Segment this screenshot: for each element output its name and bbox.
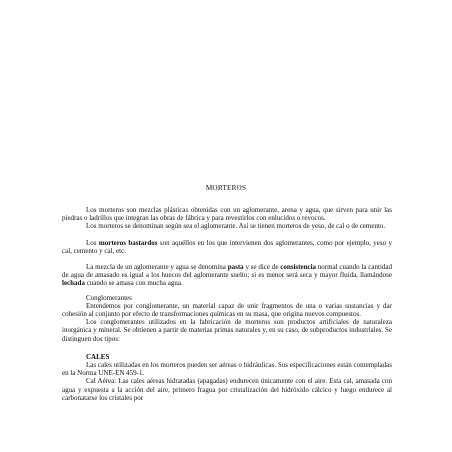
bold-term-consistencia: consistencia <box>280 263 317 272</box>
paragraph-definition: Los morteros son mezclas plásticas obtenidas con un aglomerante, arena y agua, que sirven para unir las piedras o ladrillos que integran las obras de fábrica y para revestirlos con enlucidos o revocos. <box>62 206 392 223</box>
text-fragment: cuando se amasa con mucha agua. <box>84 279 183 288</box>
bold-term-pasta: pasta <box>227 263 244 272</box>
paragraph-conglomerantes-tipos: Los conglomerantes utilizados en la fabricación de morteros son productos artificiales de naturaleza inorgánica y mineral. Se obtienen a partir de materias primas naturales y, en su caso, de subproductos industriales. Se distinguen dos tipos: <box>62 318 392 343</box>
paragraph-pasta-consistencia <box>62 263 392 288</box>
bold-term-lechada: lechada <box>62 279 85 288</box>
page-title: MORTEROS <box>205 184 247 192</box>
paragraph-conglomerante-definicion: Entendemos por conglomerante, un material capaz de unir fragmentos de una o varias sustancias y dar cohesión al conjunto por efecto de transformaciones químicas en su masa, que origina nuevos compuestos. <box>62 301 392 319</box>
text-fragment: La mezcla de un aglomerante y agua se denomina <box>86 263 228 272</box>
text-fragment: y se dice de <box>243 263 281 272</box>
document-body <box>62 206 392 402</box>
section-heading-cales: CALES <box>86 352 110 361</box>
text-fragment: Los <box>86 238 99 247</box>
text-fragment: normal cuando la cantidad de agua de amasado es igual a los huecos del aglomerante suelto; si es menor será seca y mayor fluida, llamándose <box>62 263 392 280</box>
paragraph-denominacion: Los morteros se denominan según sea el aglomerante. Así se tienen morteros de yeso, de cal o de cemento. <box>86 222 386 231</box>
paragraph-cales: Las cales utilizadas en los morteros pueden ser aéreas o hidráulicas. Sus especificaciones están contempladas en la Norma UNE-EN 459-1. <box>62 361 392 378</box>
paragraph-cal-aerea: Cal Aérea: Las cales aéreas hidratadas (apagadas) endurecen únicamente con el aire. Esta cal, amasada con agua y expuesta a la acción del aire, primero fragua por cristalización del hidróxido cálcico y luego endurece al carbonatarse los cristales por <box>62 377 392 402</box>
paragraph-morteros-bastardos <box>62 239 392 255</box>
bold-term-morteros-bastardos: morteros bastardos <box>98 238 158 247</box>
subheading-conglomerantes: Conglomerantes <box>86 293 132 302</box>
text-fragment: son aquéllos en los que intervienen dos aglomerantes, como por ejemplo, yeso y cal, cemento y cal, etc. <box>62 238 392 255</box>
